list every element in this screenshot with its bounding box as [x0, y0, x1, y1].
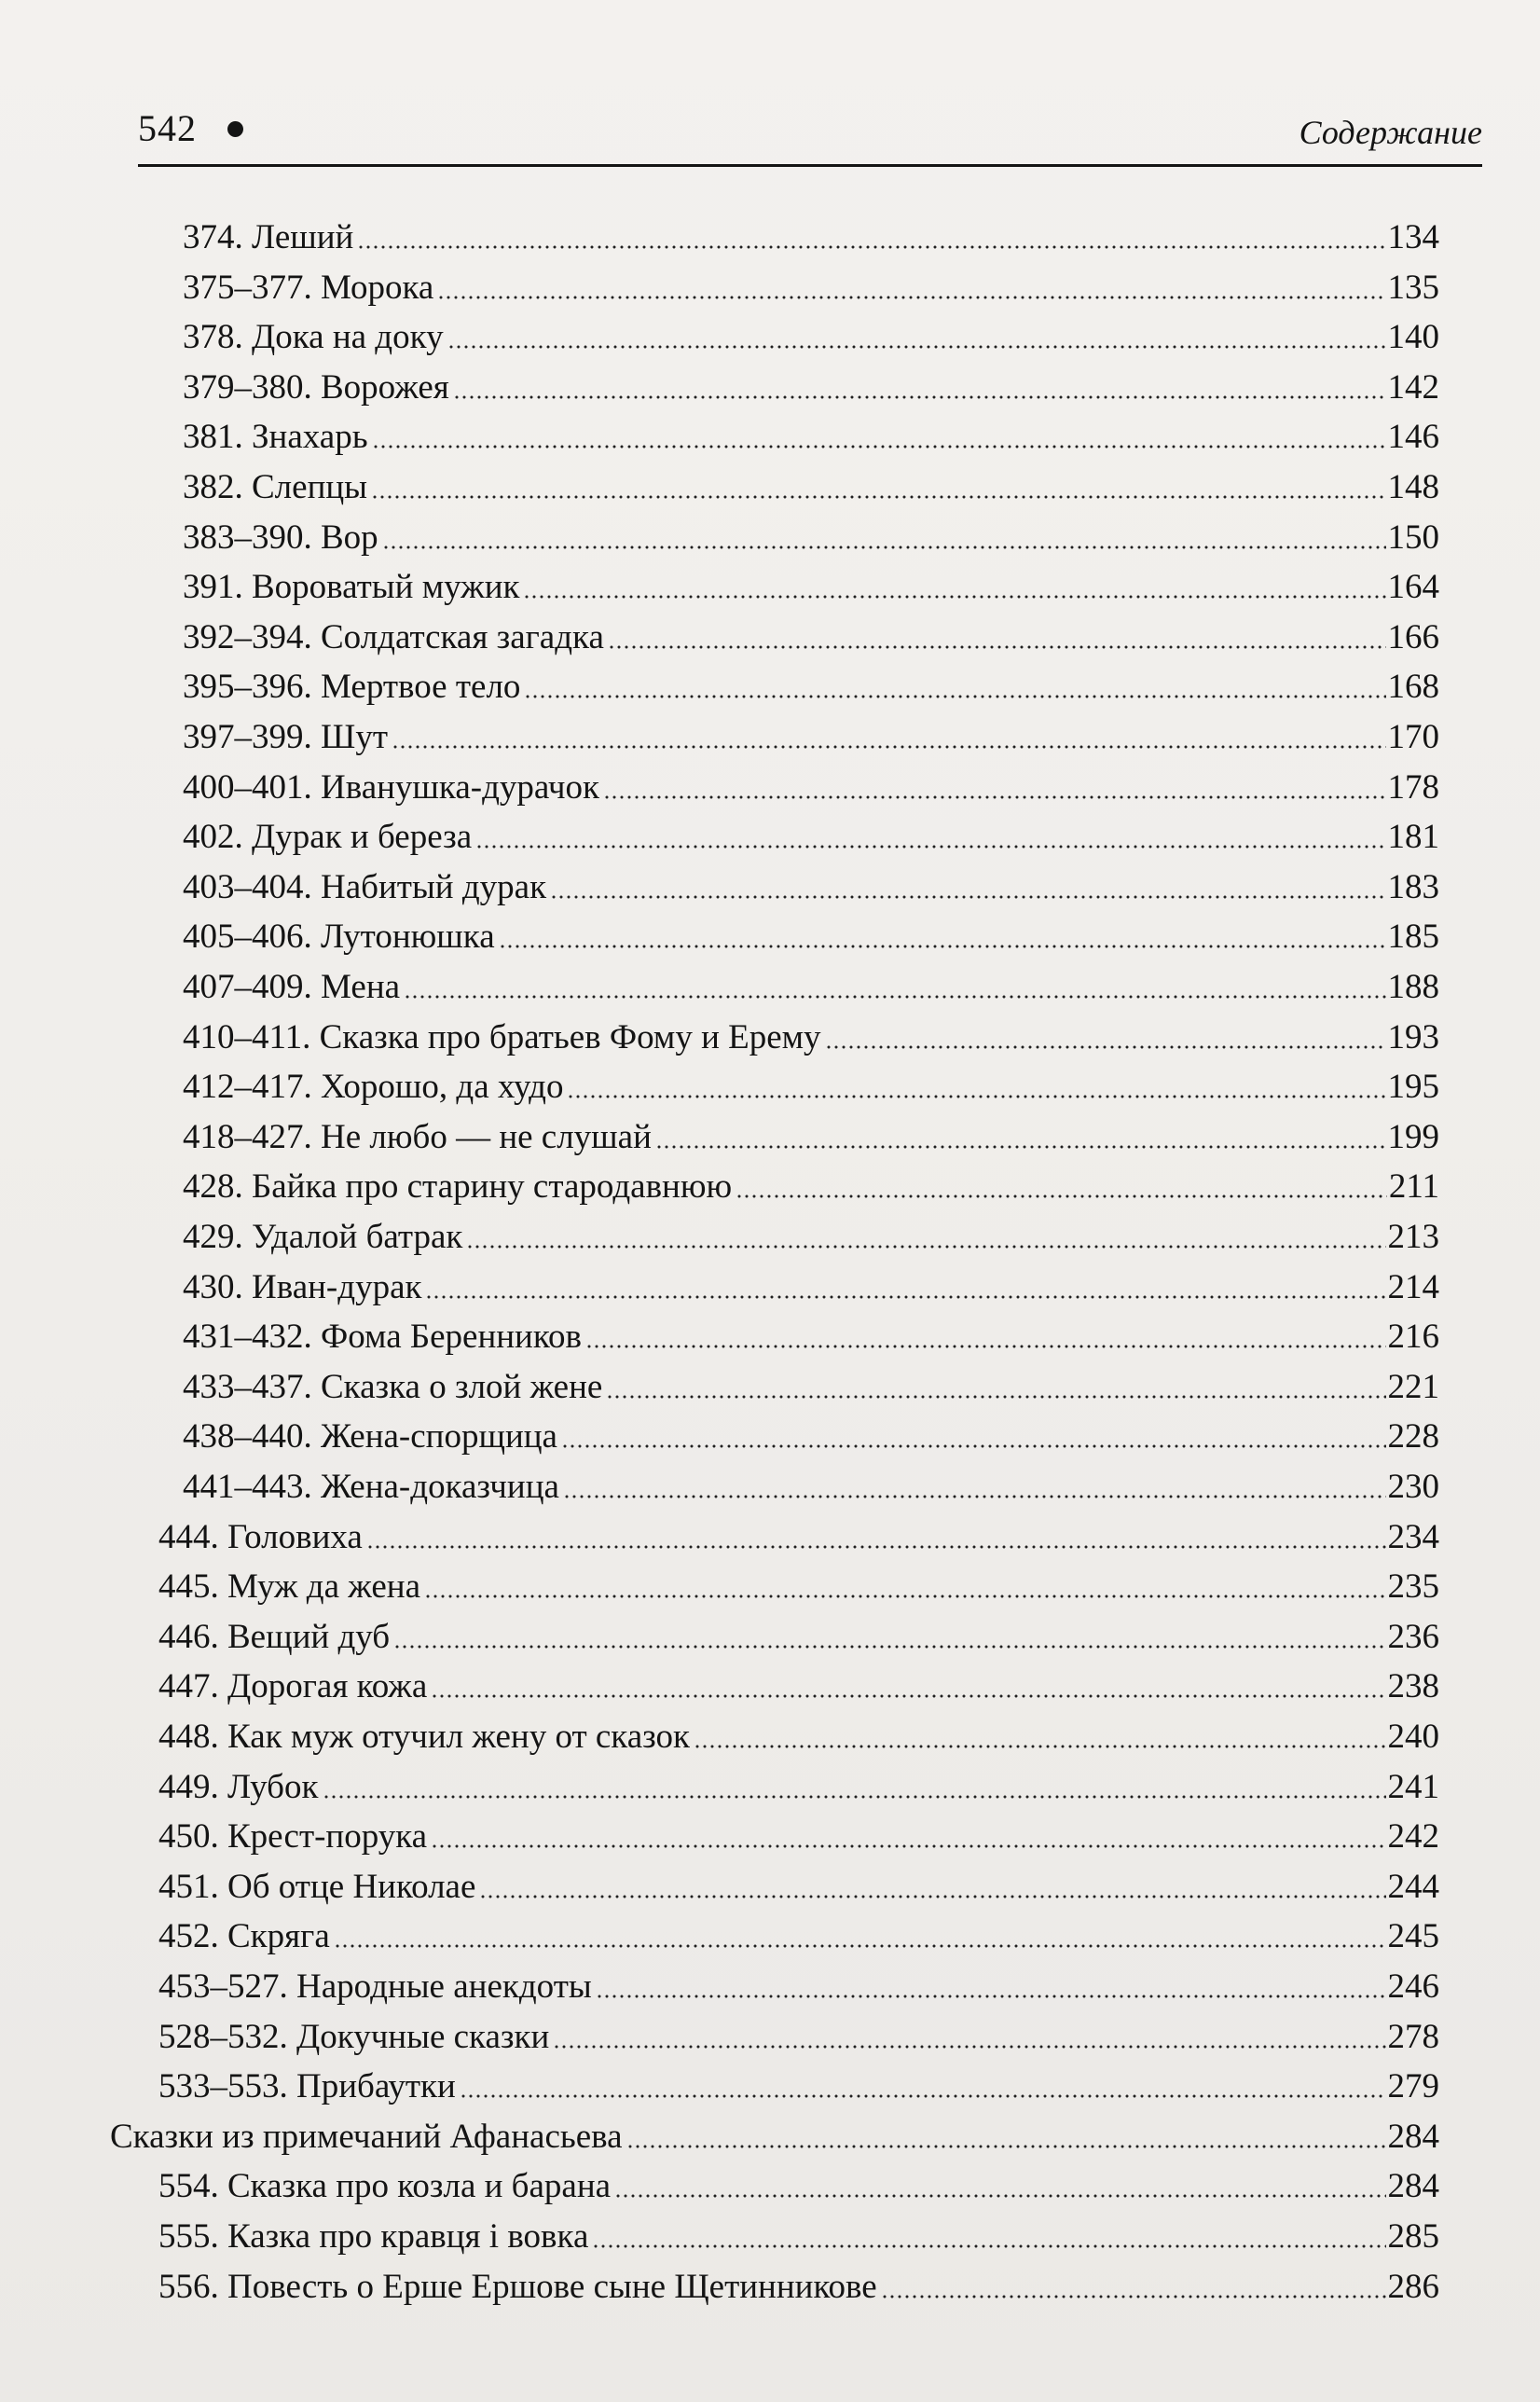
- toc-entry-page: 230: [1387, 1468, 1439, 1506]
- toc-entry: [183, 709, 1439, 758]
- toc-entry-title: 403–404. Набитый дурак: [183, 868, 547, 906]
- toc-entry-page: 134: [1387, 218, 1439, 256]
- toc-entry-title: 410–411. Сказка про братьев Фому и Ерему: [183, 1018, 821, 1056]
- dot-leader: [453, 395, 1386, 399]
- dot-leader: [475, 845, 1385, 849]
- toc-entry-title: 392–394. Солдатская загадка: [183, 618, 604, 656]
- toc-entry-page: 140: [1387, 318, 1439, 356]
- dot-leader: [523, 595, 1385, 599]
- toc-entry: [158, 1908, 1439, 1957]
- toc-entry: [183, 259, 1439, 309]
- toc-entry: [183, 1009, 1439, 1058]
- toc-entry-page: 170: [1387, 718, 1439, 756]
- toc-entry-title: 375–377. Морока: [183, 269, 434, 307]
- toc-entry: [183, 359, 1439, 408]
- toc-entry: [183, 459, 1439, 508]
- toc-entry-title: 391. Вороватый мужик: [183, 568, 520, 606]
- toc-entry: [183, 808, 1439, 858]
- dot-leader: [447, 345, 1386, 349]
- toc-entry: [183, 209, 1439, 258]
- toc-entry: [183, 509, 1439, 559]
- dot-leader: [334, 1944, 1386, 1948]
- toc-entry-title: 449. Лубок: [158, 1768, 319, 1806]
- toc-entry: [158, 1958, 1439, 2008]
- dot-leader: [626, 2145, 1386, 2148]
- toc-entry: [158, 1858, 1439, 1908]
- toc-entry-title: 446. Вещий дуб: [158, 1618, 391, 1656]
- toc-entry-page: 185: [1387, 918, 1439, 956]
- toc-entry-page: 245: [1387, 1917, 1439, 1955]
- toc-entry-page: 244: [1387, 1868, 1439, 1906]
- dot-leader: [603, 795, 1386, 799]
- toc-entry: [183, 408, 1439, 458]
- toc-entry: [158, 1509, 1439, 1558]
- toc-entry-title: 382. Слепцы: [183, 468, 368, 506]
- toc-entry-title: 374. Леший: [183, 218, 354, 256]
- toc-entry: [158, 2058, 1439, 2107]
- toc-entry-title: 400–401. Иванушка-дурачок: [183, 768, 599, 807]
- toc-entry-page: 183: [1387, 868, 1439, 906]
- toc-entry-page: 279: [1387, 2067, 1439, 2105]
- toc-entry-page: 278: [1387, 2018, 1439, 2056]
- dot-leader: [431, 1694, 1385, 1698]
- toc-entry-title: 431–432. Фома Беренников: [183, 1318, 582, 1356]
- toc-entry-page: 164: [1387, 568, 1439, 606]
- toc-entry-page: 216: [1387, 1318, 1439, 1356]
- page-number: 542: [138, 107, 197, 149]
- toc-entry-title: 533–553. Прибаутки: [158, 2067, 456, 2105]
- toc-entry-page: 214: [1387, 1268, 1439, 1306]
- toc-entry-page: 234: [1387, 1518, 1439, 1556]
- toc-entry-title: 379–380. Ворожея: [183, 368, 449, 407]
- running-header: [138, 103, 1482, 159]
- toc-entry: [183, 559, 1439, 608]
- toc-entry: [183, 609, 1439, 658]
- toc-entry: [183, 1308, 1439, 1358]
- dot-leader: [614, 2194, 1385, 2198]
- toc-entry-title: 407–409. Мена: [183, 968, 401, 1006]
- toc-entry-page: 168: [1387, 668, 1439, 706]
- dot-leader: [431, 1844, 1385, 1848]
- toc-entry: [158, 1658, 1439, 1707]
- toc-entry-title: 397–399. Шут: [183, 718, 388, 756]
- toc-entry-page: 199: [1387, 1118, 1439, 1156]
- toc-entry: [158, 1608, 1439, 1658]
- dot-leader: [567, 1095, 1385, 1098]
- toc-entry-title: 556. Повесть о Ерше Ершове сыне Щетинникове: [158, 2268, 877, 2306]
- toc-entry-title: 445. Муж да жена: [158, 1567, 421, 1606]
- toc-entry-page: 286: [1387, 2268, 1439, 2306]
- toc-entry: [158, 2009, 1439, 2058]
- toc-entry-page: 181: [1387, 818, 1439, 856]
- toc-entry: [158, 1808, 1439, 1857]
- toc-entry-title: 429. Удалой батрак: [183, 1218, 463, 1256]
- dot-leader: [655, 1145, 1386, 1149]
- toc-entry-title: 418–427. Не любо — не слушай: [183, 1118, 652, 1156]
- dot-leader: [366, 1545, 1386, 1549]
- toc-entry-page: 235: [1387, 1567, 1439, 1606]
- toc-entry: [183, 1109, 1439, 1158]
- toc-entry: [110, 2108, 1439, 2158]
- toc-entry: [183, 1058, 1439, 1108]
- toc-entry-page: 166: [1387, 618, 1439, 656]
- dot-leader: [563, 1495, 1386, 1498]
- dot-leader: [881, 2295, 1386, 2298]
- dot-leader: [553, 2045, 1385, 2049]
- toc-entry-title: 453–527. Народные анекдоты: [158, 1967, 592, 2006]
- dot-leader: [499, 945, 1386, 948]
- toc-entry-page: 146: [1387, 418, 1439, 456]
- toc-entry: [183, 1259, 1439, 1308]
- toc-entry-title: 402. Дурак и береза: [183, 818, 473, 856]
- toc-entry-title: 448. Как муж отучил жену от сказок: [158, 1718, 691, 1756]
- toc-entry: [158, 1759, 1439, 1808]
- toc-entry-title: 528–532. Докучные сказки: [158, 2018, 550, 2056]
- toc-entry-page: 228: [1387, 1417, 1439, 1456]
- toc-entry-page: 213: [1387, 1218, 1439, 1256]
- dot-leader: [371, 495, 1385, 499]
- toc-entry-title: 451. Об отце Николае: [158, 1868, 476, 1906]
- toc-entry: [158, 1558, 1439, 1608]
- toc-entry-page: 193: [1387, 1018, 1439, 1056]
- toc-entry-title: 405–406. Лутонюшка: [183, 918, 495, 956]
- dot-leader: [460, 2094, 1386, 2098]
- dot-leader: [372, 445, 1386, 449]
- toc-entry: [183, 1458, 1439, 1508]
- dot-leader: [592, 2244, 1385, 2248]
- section-title: Содержание: [1299, 114, 1482, 151]
- dot-leader: [550, 895, 1385, 899]
- dot-leader: [606, 1395, 1385, 1399]
- toc-entry: [183, 959, 1439, 1008]
- toc-entry-page: 195: [1387, 1068, 1439, 1106]
- toc-entry-page: 240: [1387, 1718, 1439, 1756]
- toc-entry-page: 148: [1387, 468, 1439, 506]
- dot-leader: [323, 1795, 1386, 1799]
- toc-entry-page: 211: [1388, 1167, 1439, 1206]
- toc-entry-title: 447. Дорогая кожа: [158, 1667, 428, 1705]
- toc-entry-title: 428. Байка про старину стародавнюю: [183, 1167, 733, 1206]
- toc-entry: [183, 658, 1439, 708]
- toc-entry-page: 221: [1387, 1368, 1439, 1406]
- dot-leader: [585, 1345, 1386, 1348]
- toc-entry-page: 241: [1387, 1768, 1439, 1806]
- toc-entry-page: 242: [1387, 1817, 1439, 1856]
- toc-entry-title: 378. Дока на доку: [183, 318, 444, 356]
- dot-leader: [608, 645, 1386, 649]
- toc-entry-title: 441–443. Жена-доказчица: [183, 1468, 559, 1506]
- dot-leader: [393, 1645, 1385, 1649]
- toc-entry-page: 188: [1387, 968, 1439, 1006]
- toc-entry-title: 383–390. Вор: [183, 518, 378, 557]
- toc-entry-page: 238: [1387, 1667, 1439, 1705]
- toc-entry-title: 438–440. Жена-спорщица: [183, 1417, 557, 1456]
- toc-entry: [183, 1359, 1439, 1408]
- toc-entry-page: 284: [1387, 2118, 1439, 2156]
- dot-leader: [466, 1245, 1385, 1249]
- toc-entry: [158, 2158, 1439, 2207]
- toc-entry-page: 150: [1387, 518, 1439, 557]
- dot-leader: [392, 745, 1386, 749]
- toc-entry: [183, 1208, 1439, 1258]
- dot-leader: [736, 1194, 1387, 1198]
- dot-leader: [524, 695, 1385, 698]
- toc-entry: [158, 2258, 1439, 2308]
- toc-entry-title: 433–437. Сказка о злой жене: [183, 1368, 603, 1406]
- toc-entry-title: 555. Казка про кравця і вовка: [158, 2217, 589, 2256]
- toc-entry-title: 444. Головиха: [158, 1518, 363, 1556]
- toc-entry: [183, 908, 1439, 958]
- dot-leader: [596, 1995, 1386, 1998]
- dot-leader: [382, 545, 1386, 549]
- dot-leader: [357, 245, 1385, 249]
- toc-entry-page: 236: [1387, 1618, 1439, 1656]
- dot-leader: [479, 1895, 1385, 1898]
- toc-entry-page: 178: [1387, 768, 1439, 807]
- dot-leader: [425, 1295, 1385, 1299]
- toc-entry: [183, 859, 1439, 908]
- dot-leader: [424, 1594, 1385, 1598]
- toc-entry: [158, 1708, 1439, 1758]
- dot-leader: [694, 1745, 1385, 1748]
- toc-entry-page: 246: [1387, 1967, 1439, 2006]
- toc-entry-title: 452. Скряга: [158, 1917, 330, 1955]
- header-rule: [138, 164, 1482, 167]
- toc-entry: [183, 1158, 1439, 1208]
- toc-entry-title: 412–417. Хорошо, да худо: [183, 1068, 564, 1106]
- toc-entry: [158, 2208, 1439, 2257]
- bullet-icon: [227, 121, 243, 137]
- toc-entry-title: 395–396. Мертвое тело: [183, 668, 521, 706]
- toc-entry: [183, 1408, 1439, 1457]
- dot-leader: [825, 1045, 1386, 1049]
- toc-entry: [183, 309, 1439, 358]
- toc-entry-title: 450. Крест-порука: [158, 1817, 428, 1856]
- dot-leader: [561, 1444, 1386, 1448]
- toc-entry-title: 430. Иван-дурак: [183, 1268, 422, 1306]
- dot-leader: [404, 995, 1385, 999]
- toc-entry-title: 381. Знахарь: [183, 418, 368, 456]
- dot-leader: [437, 296, 1385, 299]
- toc-entry-page: 135: [1387, 269, 1439, 307]
- toc-entry-page: 142: [1387, 368, 1439, 407]
- toc-entry-title: Сказки из примечаний Афанасьева: [110, 2118, 623, 2156]
- toc-entry-page: 284: [1387, 2167, 1439, 2205]
- toc-entry-page: 285: [1387, 2217, 1439, 2256]
- toc-entry: [183, 759, 1439, 808]
- toc-entry-title: 554. Сказка про козла и барана: [158, 2167, 612, 2205]
